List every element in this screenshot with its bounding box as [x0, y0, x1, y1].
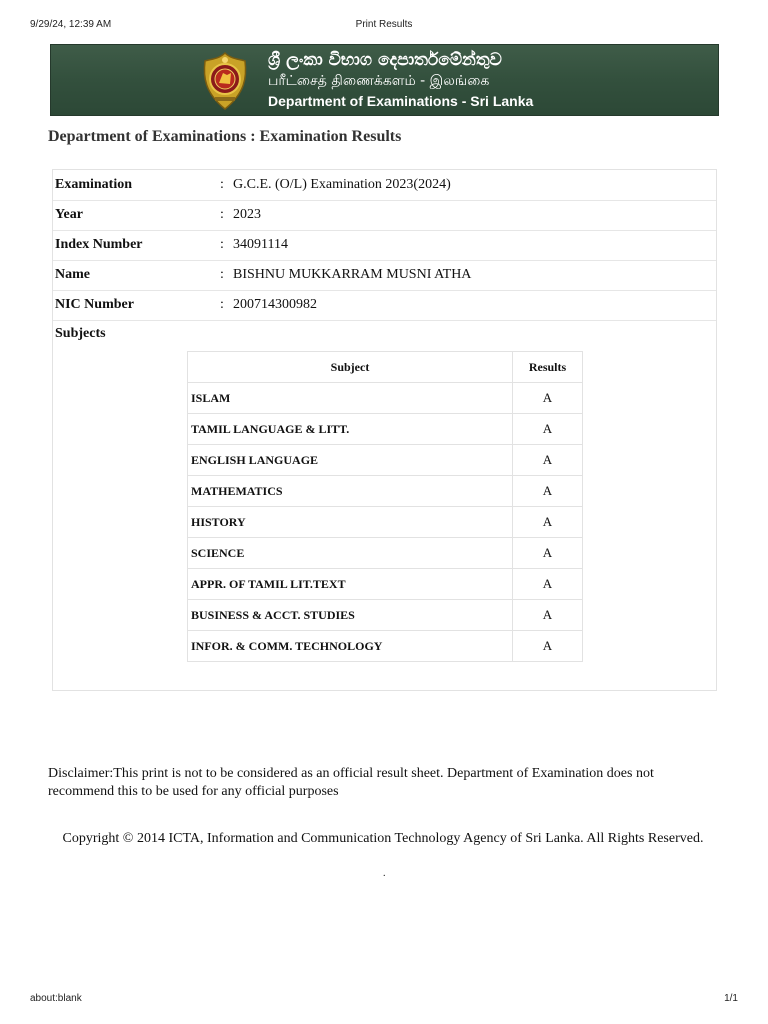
subject-result: A: [513, 538, 583, 569]
page-title: Department of Examinations : Examination Results: [48, 128, 402, 145]
footer-url: about:blank: [30, 993, 82, 1004]
separator: :: [220, 297, 224, 312]
examination-value: G.C.E. (O/L) Examination 2023(2024): [233, 177, 451, 192]
banner-text: [268, 49, 533, 111]
year-value: 2023: [233, 207, 261, 222]
subject-name: SCIENCE: [188, 538, 513, 569]
info-row-examination: [53, 170, 716, 201]
name-value: BISHNU MUKKARRAM MUSNI ATHA: [233, 267, 472, 282]
print-title: Print Results: [355, 19, 413, 30]
subject-result: A: [513, 445, 583, 476]
subject-name: APPR. OF TAMIL LIT.TEXT: [188, 569, 513, 600]
print-footer: [0, 993, 768, 1007]
index-number-label: Index Number: [55, 237, 143, 252]
info-row-nic-number: [53, 290, 716, 321]
disclaimer-text: Disclaimer:This print is not to be considered as an official result sheet. Department of Examination does not recommend this to be used for any official purposes: [48, 766, 654, 799]
year-label: Year: [55, 207, 83, 222]
info-row-year: [53, 200, 716, 231]
table-row: [188, 507, 583, 538]
table-row: [188, 383, 583, 414]
subject-result: A: [513, 414, 583, 445]
subject-result: A: [513, 507, 583, 538]
examination-label: Examination: [55, 177, 133, 192]
name-label: Name: [55, 267, 90, 282]
subject-result: A: [513, 569, 583, 600]
result-panel: [52, 169, 717, 691]
subjects-label: Subjects: [55, 326, 106, 341]
table-row: [188, 631, 583, 662]
sri-lanka-emblem-icon: [201, 51, 249, 111]
subject-result: A: [513, 631, 583, 662]
subjects-table: [187, 351, 583, 662]
subject-result: A: [513, 600, 583, 631]
subject-result: A: [513, 476, 583, 507]
subject-name: ENGLISH LANGUAGE: [188, 445, 513, 476]
separator: :: [220, 207, 224, 222]
dot-mark: .: [383, 868, 386, 879]
table-row: [188, 414, 583, 445]
separator: :: [220, 177, 224, 192]
nic-number-value: 200714300982: [233, 297, 317, 312]
subject-name: MATHEMATICS: [188, 476, 513, 507]
table-row: [188, 569, 583, 600]
results-column-header: Results: [513, 352, 583, 383]
table-row: [188, 600, 583, 631]
subject-name: BUSINESS & ACCT. STUDIES: [188, 600, 513, 631]
print-date: 9/29/24, 12:39 AM: [30, 19, 112, 30]
table-row: [188, 476, 583, 507]
subject-result: A: [513, 383, 583, 414]
subject-column-header: Subject: [188, 352, 513, 383]
index-number-value: 34091114: [233, 237, 288, 252]
separator: :: [220, 267, 224, 282]
info-row-name: [53, 260, 716, 291]
department-banner: [50, 44, 719, 116]
banner-sinhala-title: ශ්‍රී ලංකා විභාග දෙපාර්තමේන්තුව: [268, 50, 502, 70]
subject-name: INFOR. & COMM. TECHNOLOGY: [188, 631, 513, 662]
copyright-text: Copyright © 2014 ICTA, Information and Communication Technology Agency of Sri Lanka. All Rights Reserved.: [62, 831, 704, 846]
nic-number-label: NIC Number: [55, 297, 134, 312]
subjects-table-header: [188, 352, 583, 383]
info-row-index-number: [53, 230, 716, 261]
print-header: [0, 19, 768, 33]
subject-name: TAMIL LANGUAGE & LITT.: [188, 414, 513, 445]
table-row: [188, 538, 583, 569]
table-row: [188, 445, 583, 476]
subject-name: ISLAM: [188, 383, 513, 414]
banner-tamil-title: பரீட்சைத் திணைக்களம் - இலங்கை: [268, 73, 490, 89]
footer-page-number: 1/1: [724, 993, 738, 1004]
subject-name: HISTORY: [188, 507, 513, 538]
banner-english-title: Department of Examinations - Sri Lanka: [268, 93, 534, 109]
separator: :: [220, 237, 224, 252]
